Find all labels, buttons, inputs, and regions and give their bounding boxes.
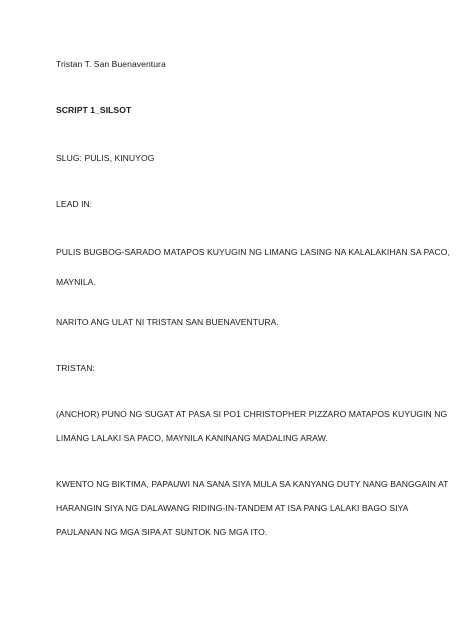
script-title: SCRIPT 1_SILSOT (56, 105, 132, 115)
anchor-text-line-2: LIMANG LALAKI SA PACO, MAYNILA KANINANG MADALING ARAW. (56, 433, 328, 443)
speaker-label: TRISTAN: (56, 363, 95, 373)
body-text-line-2: HARANGIN SIYA NG DALAWANG RIDING-IN-TANDEM AT ISA PANG LALAKI BAGO SIYA (56, 503, 409, 513)
lead-text-line-2: MAYNILA. (56, 277, 96, 287)
body-text-line-3: PAULANAN NG MGA SIPA AT SUNTOK NG MGA ITO. (56, 527, 268, 537)
slug-line: SLUG: PULIS, KINUYOG (56, 153, 155, 163)
body-text-line-1: KWENTO NG BIKTIMA, PAPAUWI NA SANA SIYA MULA SA KANYANG DUTY NANG BANGGAIN AT (56, 479, 449, 489)
intro-line: NARITO ANG ULAT NI TRISTAN SAN BUENAVENTURA. (56, 317, 279, 327)
author-name: Tristan T. San Buenaventura (56, 59, 166, 69)
lead-in-label: LEAD IN: (56, 199, 93, 209)
lead-text-line-1: PULIS BUGBOG-SARADO MATAPOS KUYUGIN NG LIMANG LASING NA KALALAKIHAN SA PACO, (56, 247, 450, 257)
anchor-text-line-1: (ANCHOR) PUNO NG SUGAT AT PASA SI PO1 CHRISTOPHER PIZZARO MATAPOS KUYUGIN NG (56, 409, 448, 419)
